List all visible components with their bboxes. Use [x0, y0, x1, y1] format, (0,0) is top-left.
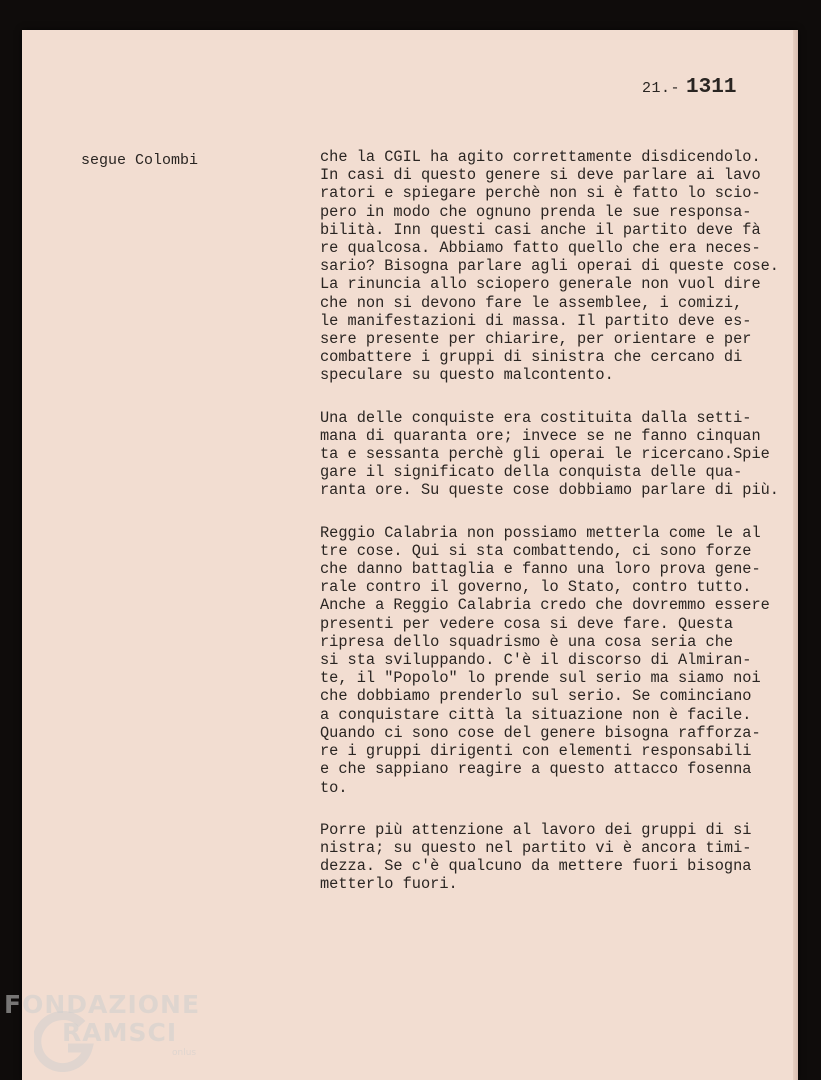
page-edge	[793, 30, 798, 1080]
paragraph-1: che la CGIL ha agito correttamente disdicendolo. In casi di questo genere si deve parlare ai lavo ratori e spiegare perchè non si è fatto lo scio- pero in modo che ognuno prenda le sue responsa- bilità. Inn questi casi anche il partito deve fà re qualcosa. Abbiamo fatto quello che era neces- sario? Bisogna parlare agli operai di queste cose. La rinuncia allo sciopero generale non vuol dire che non si devono fare le assemblee, i comizi, le manifestazioni di massa. Il partito deve es- sere presente per chiarire, per orientare e per combattere i gruppi di sinistra che cercano di speculare su questo malcontento.	[320, 148, 779, 385]
paragraph-2: Una delle conquiste era costituita dalla setti- mana di quaranta ore; invece se ne fanno cinquan ta e sessanta perchè gli operai le ricercano.Spie gare il significato della conquista delle qua- ranta ore. Su queste cose dobbiamo parlare di più.	[320, 408, 779, 500]
watermark-onlus: onlus	[172, 1048, 197, 1058]
fondazione-gramsci-watermark	[4, 990, 214, 1080]
margin-note-speaker: segue Colombi	[81, 152, 199, 169]
page-number-sequence: 21.-	[642, 80, 681, 97]
paragraph-3: Reggio Calabria non possiamo metterla come le al tre cose. Qui si sta combattendo, ci sono forze che danno battaglia e fanno una loro prova gene- rale contro il governo, lo Stato, contro tutto. Anche a Reggio Calabria credo che dovremmo essere presenti per vedere cosa si deve fare. Questa ripresa dello squadrismo è una cosa seria che si sta sviluppando. C'è il discorso di Almiran- te, il "Popolo" lo prende sul serio ma siamo noi che dobbiamo prenderlo sul serio. Se cominciano a conquistare città la situazione non è facile. Quando ci sono cose del genere bisogna rafforza- re i gruppi dirigenti con elementi responsabili e che sappiano reagire a questo attacco fosenna to.	[320, 523, 770, 797]
watermark-line-1: FONDAZIONE	[4, 990, 201, 1019]
page-number	[642, 76, 736, 99]
watermark-line-2: RAMSCI	[62, 1018, 178, 1047]
page-number-archive: 1311	[686, 76, 737, 99]
paragraph-4: Porre più attenzione al lavoro dei gruppi di si nistra; su questo nel partito vi è ancora timi- dezza. Se c'è qualcuno da mettere fuori bisogna metterlo fuori.	[320, 820, 752, 894]
document-page	[22, 30, 798, 1080]
typed-text-body	[320, 148, 790, 918]
